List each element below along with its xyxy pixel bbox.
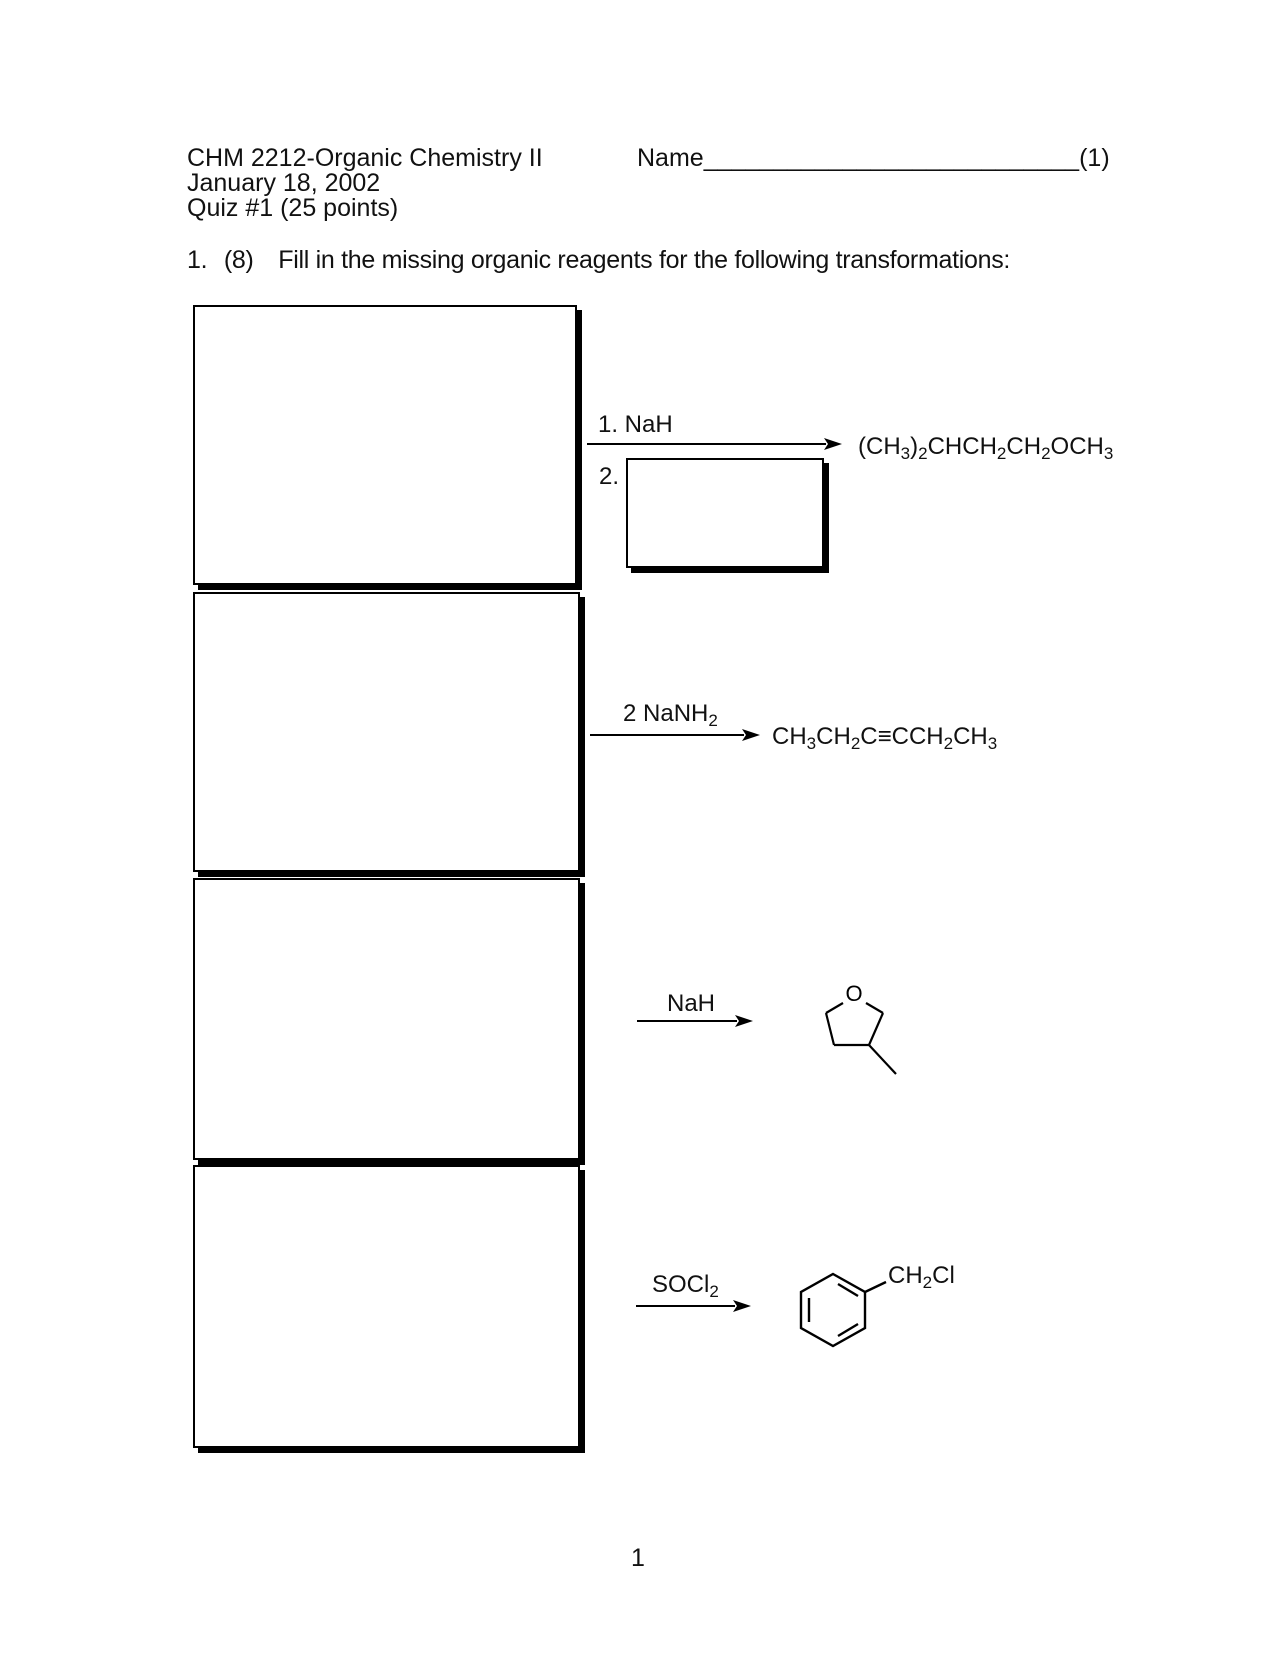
quiz-title: Quiz #1 (25 points) (187, 194, 399, 222)
question-text: Fill in the missing organic reagents for the following transformations: (278, 246, 1011, 274)
oxygen-atom-label: O (845, 981, 863, 1006)
name-blank-line[interactable]: ___________________________ (703, 144, 1080, 172)
reaction4-product-group: $CH_2Cl$ (888, 1262, 955, 1292)
question-number: 1. (187, 246, 208, 274)
reaction1-product: $(CH_3)_2CHCH_2CH_2OCH_3$ (858, 433, 1114, 463)
reaction1-reagent-step1: 1. NaH (598, 411, 673, 438)
course-title: CHM 2212-Organic Chemistry II (187, 144, 543, 172)
reaction2-reagent: 2 NaNH$_2$ (623, 700, 718, 730)
reaction2-product: $CH_3CH_2C\equiv CCH_2CH_3$ (772, 723, 998, 753)
reaction1-reagent-step2: 2. (599, 463, 620, 490)
quiz-date: January 18, 2002 (187, 169, 381, 197)
reaction4-reagent: SOCl$_2$ (652, 1271, 719, 1301)
name-label: Name (637, 144, 704, 172)
reaction3-reagent: NaH (667, 990, 716, 1017)
page-number: 1 (631, 1544, 645, 1572)
question-points: (8) (223, 246, 254, 274)
name-points: (1) (1079, 144, 1110, 172)
